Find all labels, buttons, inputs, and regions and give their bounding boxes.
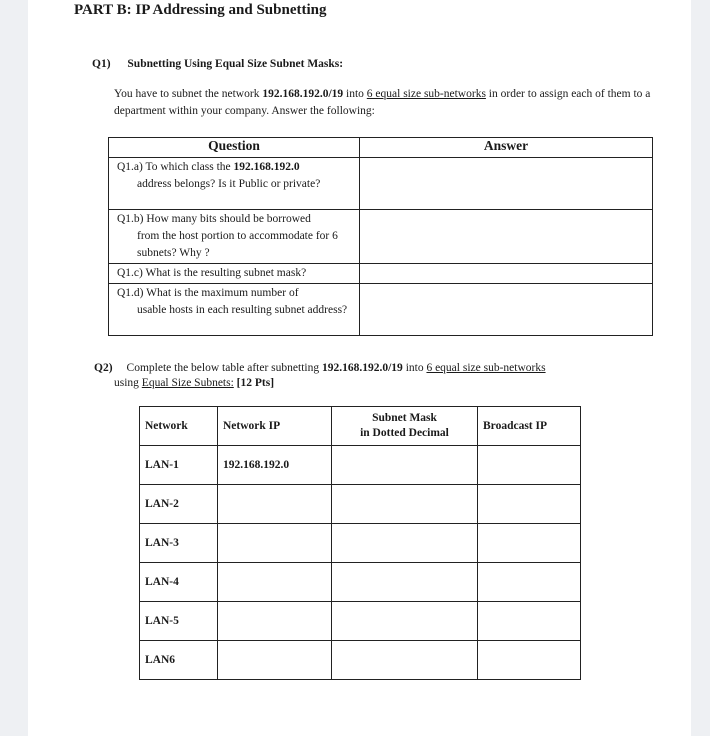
lan-4-mask[interactable] xyxy=(332,563,478,602)
table-row xyxy=(140,446,581,485)
lan-3-mask[interactable] xyxy=(332,524,478,563)
q1-intro-post: in order to assign each of them to a department within your company. Answer the following: xyxy=(114,88,651,117)
header-broadcast-ip: Broadcast IP xyxy=(478,407,581,446)
q2-points: [12 Pts] xyxy=(233,377,275,389)
lan-1-mask[interactable] xyxy=(332,446,478,485)
lan-1-name: LAN-1 xyxy=(140,446,218,485)
header-subnet-mask-l2: in Dotted Decimal xyxy=(360,427,449,439)
q2-number: Q2) xyxy=(94,362,113,374)
q2-line2-text: using xyxy=(114,377,142,389)
lan-2-name: LAN-2 xyxy=(140,485,218,524)
lan-5-ip[interactable] xyxy=(218,602,332,641)
q2-heading xyxy=(94,361,654,391)
q1-title: Subnetting Using Equal Size Subnet Masks: xyxy=(127,58,344,70)
q1d-question xyxy=(109,284,360,336)
q1b-rest: from the host portion to accommodate for 6 subnets? Why ? xyxy=(137,230,338,259)
lan-6-mask[interactable] xyxy=(332,641,478,680)
table-row xyxy=(140,485,581,524)
lan-4-ip[interactable] xyxy=(218,563,332,602)
lan-2-ip[interactable] xyxy=(218,485,332,524)
lan-4-name: LAN-4 xyxy=(140,563,218,602)
table-row xyxy=(140,524,581,563)
q1-header-question: Question xyxy=(109,138,360,158)
q1a-answer[interactable] xyxy=(360,158,653,210)
q1c-text: Q1.c) What is the resulting subnet mask? xyxy=(117,267,307,279)
q1-subnets-link: 6 equal size sub-networks xyxy=(366,88,486,100)
q1a-question xyxy=(109,158,360,210)
q2-subnets-link: 6 equal size sub-networks xyxy=(426,362,546,374)
q1a-ip: 192.168.192.0 xyxy=(233,161,300,173)
q1a-text: Q1.a) To which class the xyxy=(117,161,234,173)
lan-2-broadcast[interactable] xyxy=(478,485,581,524)
table-row xyxy=(140,602,581,641)
header-network-ip: Network IP xyxy=(218,407,332,446)
q1-header-answer: Answer xyxy=(360,138,653,158)
lan-3-ip[interactable] xyxy=(218,524,332,563)
q1-heading xyxy=(92,58,343,70)
lan-6-ip[interactable] xyxy=(218,641,332,680)
q2-equal-size-link: Equal Size Subnets: xyxy=(141,377,234,389)
q2-text: Complete the below table after subnetting xyxy=(126,362,322,374)
lan-1-broadcast[interactable] xyxy=(478,446,581,485)
q1d-answer[interactable] xyxy=(360,284,653,336)
q1-intro xyxy=(114,86,654,120)
q1c-question xyxy=(109,264,360,284)
subnet-table xyxy=(139,406,581,680)
lan-2-mask[interactable] xyxy=(332,485,478,524)
lan-4-broadcast[interactable] xyxy=(478,563,581,602)
part-title: PART B: IP Addressing and Subnetting xyxy=(74,2,327,18)
lan-6-name: LAN6 xyxy=(140,641,218,680)
q1b-text: Q1.b) How many bits should be borrowed xyxy=(117,213,311,225)
lan-5-broadcast[interactable] xyxy=(478,602,581,641)
q1-table xyxy=(108,137,653,336)
q1-network: 192.168.192.0/19 xyxy=(262,88,344,100)
header-network: Network xyxy=(140,407,218,446)
lan-5-mask[interactable] xyxy=(332,602,478,641)
lan-5-name: LAN-5 xyxy=(140,602,218,641)
lan-3-broadcast[interactable] xyxy=(478,524,581,563)
lan-6-broadcast[interactable] xyxy=(478,641,581,680)
q1d-text: Q1.d) What is the maximum number of xyxy=(117,287,299,299)
q1d-rest: usable hosts in each resulting subnet address? xyxy=(137,304,348,316)
table-row xyxy=(140,563,581,602)
header-subnet-mask xyxy=(332,407,478,446)
q1c-answer[interactable] xyxy=(360,264,653,284)
q1-intro-text: You have to subnet the network xyxy=(114,88,263,100)
header-subnet-mask-l1: Subnet Mask xyxy=(372,412,437,424)
q1-intro-mid: into xyxy=(343,88,367,100)
q1b-answer[interactable] xyxy=(360,210,653,264)
q1b-question xyxy=(109,210,360,264)
q2-network: 192.168.192.0/19 xyxy=(321,362,403,374)
q2-text-mid: into xyxy=(402,362,427,374)
table-row xyxy=(140,641,581,680)
lan-3-name: LAN-3 xyxy=(140,524,218,563)
q1a-rest: address belongs? Is it Public or private? xyxy=(137,178,321,190)
lan-1-ip[interactable]: 192.168.192.0 xyxy=(218,446,332,485)
q1-number: Q1) xyxy=(92,58,111,70)
document-page xyxy=(28,0,691,736)
